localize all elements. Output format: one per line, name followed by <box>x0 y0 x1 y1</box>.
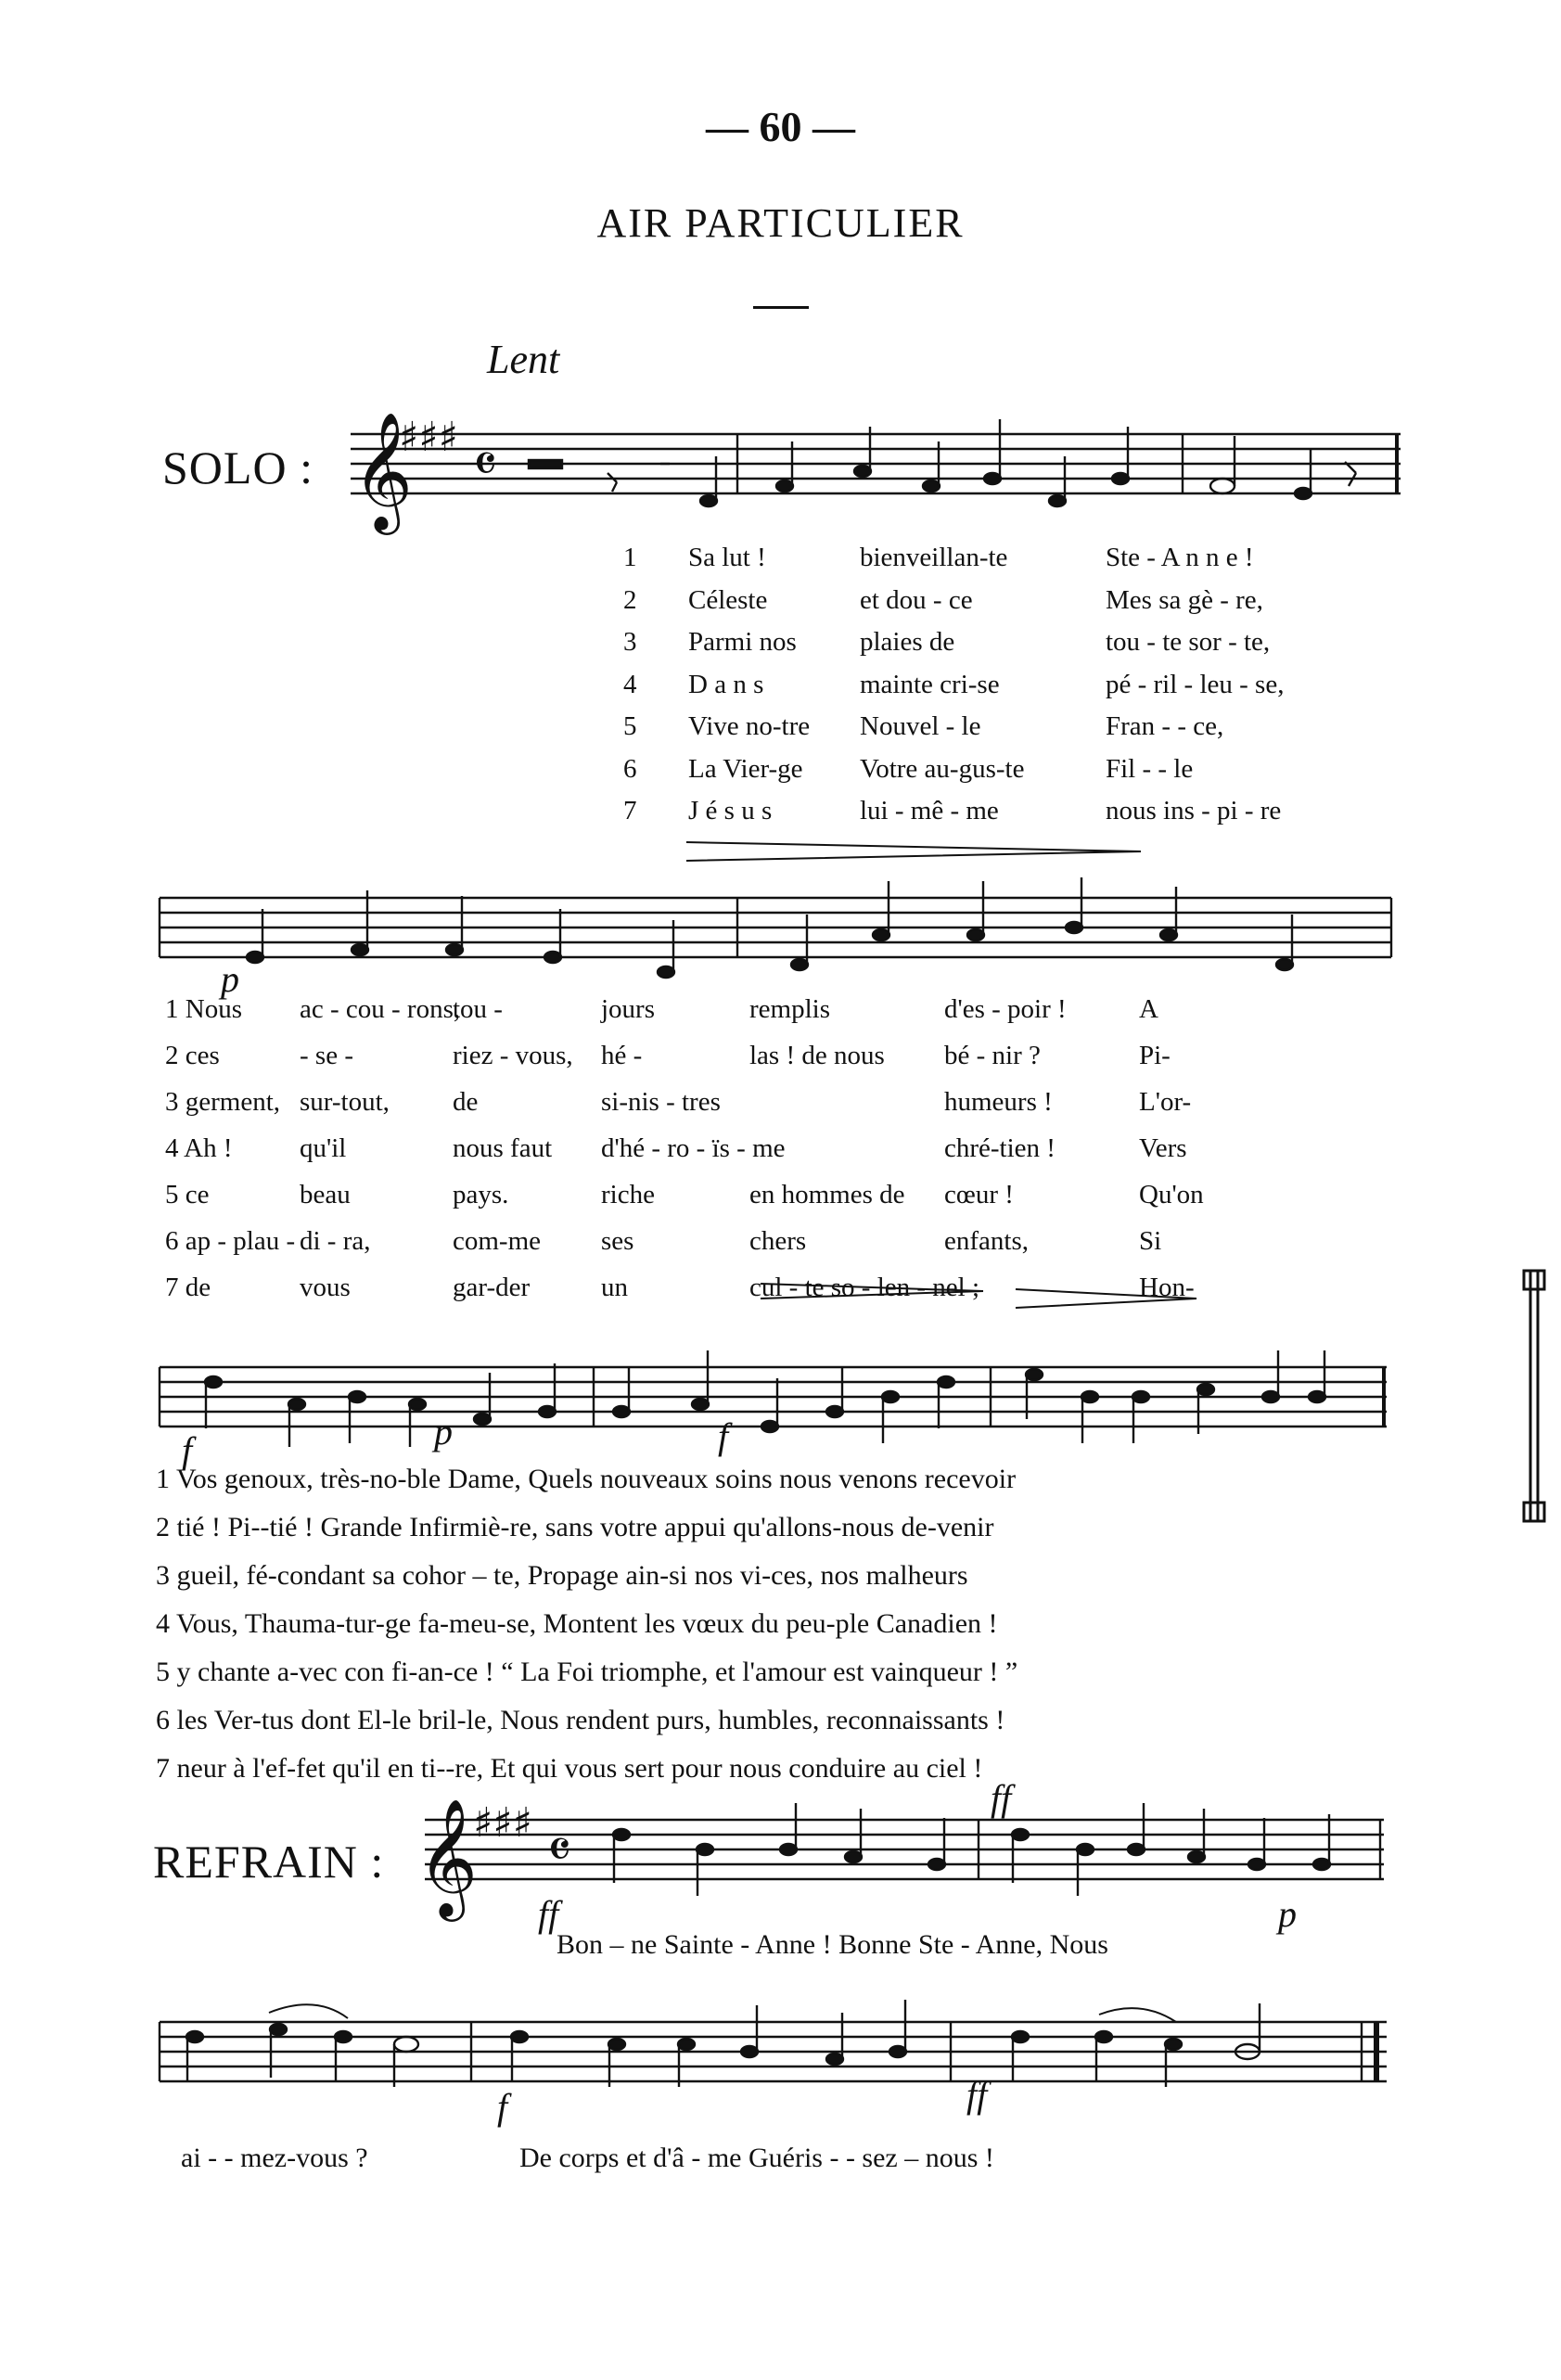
verse-2-cell: 5 ce <box>165 1180 210 1209</box>
verse-3-line: 2 tié ! Pi--tié ! Grande Infirmiè-re, sans votre appui qu'allons-nous de-venir <box>156 1512 994 1542</box>
verse-2-cell: chers <box>749 1226 807 1256</box>
verse-3-line: 5 y chante a-vec con fi-an-ce ! “ La Foi triomphe, et l'amour est vainqueur ! ” <box>156 1657 1018 1687</box>
verse-2-cell: riez - vous, <box>453 1041 573 1070</box>
verse-2-cell: 7 de <box>165 1273 211 1302</box>
verse-2-cell: 4 Ah ! <box>165 1133 233 1163</box>
verse-2-cell: jours <box>601 994 655 1024</box>
verse-2-cell: Hon- <box>1139 1273 1195 1302</box>
svg-text:♯♯♯: ♯♯♯ <box>399 414 458 461</box>
verse-2-cell <box>944 1273 1139 1319</box>
verse-2-cell: beau <box>300 1180 351 1209</box>
verse-2-cell: enfants, <box>944 1226 1029 1256</box>
dynamic-p: p <box>221 958 239 1000</box>
verse-2-cell: ses <box>601 1226 634 1256</box>
verse-1-cell: Votre au-gus-te <box>860 753 1025 784</box>
verse-2-cell: 1 Nous <box>165 994 242 1024</box>
verse-2-cell: cœur ! <box>944 1180 1014 1209</box>
dynamic-f-1: f <box>182 1429 193 1471</box>
verse-1-cell: Mes sa gè - re, <box>1106 584 1263 615</box>
verse-2-cell: cul - te so - len - nel ; <box>749 1273 980 1302</box>
verse-1-cell: 4 <box>623 669 637 699</box>
verse-2-cell: - se - <box>300 1041 353 1070</box>
verse-2-cell: d'hé - ro - ïs - me <box>601 1133 786 1163</box>
verse-2-cell: ac - cou - rons, <box>300 994 461 1024</box>
verse-2-cell: Vers <box>1139 1133 1187 1163</box>
verse-2-cell: si-nis - tres <box>601 1087 721 1117</box>
verse-2-cell: Pi- <box>1139 1041 1171 1070</box>
verse-2-cell: humeurs ! <box>944 1087 1053 1117</box>
verse-2-cell: gar-der <box>453 1273 531 1302</box>
verse-2-cell: 2 ces <box>165 1041 220 1070</box>
verse-2-cell <box>749 1087 944 1133</box>
verse-2-cell: qu'il <box>300 1133 347 1163</box>
verse-2-cell: 6 ap - plau - <box>165 1226 296 1256</box>
verse-2-cell: Si <box>1139 1226 1162 1256</box>
verse-2-cell: un <box>601 1273 628 1302</box>
verse-1-cell: Céleste <box>688 584 768 615</box>
verse-2-cell: en hommes de <box>749 1180 905 1209</box>
solo-verses-block-3 <box>156 1464 1362 1801</box>
verse-1-cell: pé - ril - leu - se, <box>1106 669 1285 699</box>
verse-3-line: 4 Vous, Thauma-tur-ge fa-meu-se, Montent les vœux du peu-ple Canadien ! <box>156 1608 998 1639</box>
verse-1-cell: plaies de <box>860 627 955 657</box>
margin-ornament <box>1524 1271 1544 1521</box>
verse-1-cell: J é s u s <box>688 796 773 825</box>
verse-2-cell: Qu'on <box>1139 1180 1204 1209</box>
verse-1-cell: 7 <box>623 796 637 825</box>
verse-1-cell: bienveillan-te <box>860 543 1008 572</box>
treble-clef-1: 𝄞 <box>352 411 414 530</box>
solo-verses-block-2 <box>165 994 1250 1319</box>
refrain-lyrics-line-2b: De corps et d'â - me Guéris - - sez – nous ! <box>519 2143 994 2173</box>
verse-2-cell: hé - <box>601 1041 643 1070</box>
verse-3-line: 7 neur à l'ef-fet qu'il en ti--re, Et qui vous sert pour nous conduire au ciel ! <box>156 1753 983 1784</box>
treble-clef-2: 𝄞 <box>417 1798 479 1916</box>
solo-verses-block-1 <box>623 543 1393 838</box>
page-number: — 60 — <box>706 103 855 150</box>
verse-3-line: 3 gueil, fé-condant sa cohor – te, Propage ain-si nos vi-ces, nos malheurs <box>156 1560 968 1591</box>
verse-2-cell: las ! de nous <box>749 1041 885 1070</box>
verse-1-cell: mainte cri-se <box>860 669 1000 699</box>
verse-1-cell: 2 <box>623 584 637 615</box>
verse-2-cell: tou - <box>453 994 503 1024</box>
verse-2-cell: A <box>1139 994 1158 1024</box>
verse-1-cell: Fil - - le <box>1106 753 1194 784</box>
solo-label: SOLO : <box>162 441 313 493</box>
verse-1-cell: Fran - - ce, <box>1106 711 1224 741</box>
svg-text:𝄴: 𝄴 <box>473 432 497 495</box>
page-title: AIR PARTICULIER <box>596 200 965 246</box>
verse-1-cell: 1 <box>623 543 637 572</box>
verse-2-cell: di - ra, <box>300 1226 371 1256</box>
refrain-dynamic-ff-2: ff <box>991 1777 1012 1819</box>
dynamic-f-2: f <box>718 1415 729 1457</box>
verse-2-cell: chré-tien ! <box>944 1133 1056 1163</box>
verse-2-cell: d'es - poir ! <box>944 994 1067 1024</box>
verse-2-cell: 3 germent, <box>165 1087 281 1117</box>
tempo-marking: Lent <box>487 337 560 382</box>
refrain-dynamic-ff-3: ff <box>966 2074 988 2116</box>
verse-2-cell: remplis <box>749 994 830 1024</box>
verse-2-cell: riche <box>601 1180 655 1209</box>
refrain-dynamic-f: f <box>497 2086 508 2128</box>
staff-3 <box>160 1367 1387 1427</box>
verse-1-cell: nous ins - pi - re <box>1106 796 1282 825</box>
verse-1-cell: Vive no-tre <box>688 711 811 741</box>
verse-2-cell: com-me <box>453 1226 542 1256</box>
staff-1 <box>351 434 1401 493</box>
refrain-label: REFRAIN : <box>153 1836 385 1887</box>
verse-1-cell: Nouvel - le <box>860 711 981 741</box>
verse-2-cell: de <box>453 1087 479 1117</box>
verse-2-cell: vous <box>300 1273 351 1302</box>
verse-1-cell: 6 <box>623 753 637 784</box>
verse-1-cell: La Vier-ge <box>688 753 803 784</box>
verse-1-cell: lui - mê - me <box>860 796 999 825</box>
verse-1-cell: Parmi nos <box>688 627 797 657</box>
svg-text:𝄴: 𝄴 <box>547 1818 571 1881</box>
verse-2-cell: pays. <box>453 1180 509 1209</box>
verse-3-line: 6 les Ver-tus dont El-le bril-le, Nous rendent purs, humbles, reconnaissants ! <box>156 1705 1005 1735</box>
refrain-dynamic-ff-1: ff <box>538 1893 559 1935</box>
verse-1-cell: et dou - ce <box>860 584 973 615</box>
verse-1-cell: 5 <box>623 711 637 741</box>
verse-2-cell <box>749 1133 944 1180</box>
verse-2-cell: sur-tout, <box>300 1087 390 1117</box>
refrain-dynamic-p: p <box>1278 1893 1297 1935</box>
verse-2-cell: nous faut <box>453 1133 553 1163</box>
verse-3-line: 1 Vos genoux, très-no-ble Dame, Quels nouveaux soins nous venons recevoir <box>156 1464 1017 1494</box>
verse-1-cell: tou - te sor - te, <box>1106 627 1271 657</box>
verse-2-cell: bé - nir ? <box>944 1041 1041 1070</box>
verse-2-cell: L'or- <box>1139 1087 1192 1117</box>
verse-1-cell: Ste - A n n e ! <box>1106 543 1254 572</box>
svg-text:♯♯♯: ♯♯♯ <box>473 1799 532 1847</box>
staff-2 <box>160 898 1391 957</box>
verse-1-cell: D a n s <box>688 669 764 699</box>
refrain-lyrics-line-2a: ai - - mez-vous ? <box>181 2143 368 2173</box>
refrain-lyrics-line-1: Bon – ne Sainte - Anne ! Bonne Ste - Anne, Nous <box>557 1929 1108 1960</box>
verse-1-cell: 3 <box>623 627 637 657</box>
dynamic-p-2: p <box>434 1411 453 1452</box>
verse-1-cell: Sa lut ! <box>688 543 766 572</box>
